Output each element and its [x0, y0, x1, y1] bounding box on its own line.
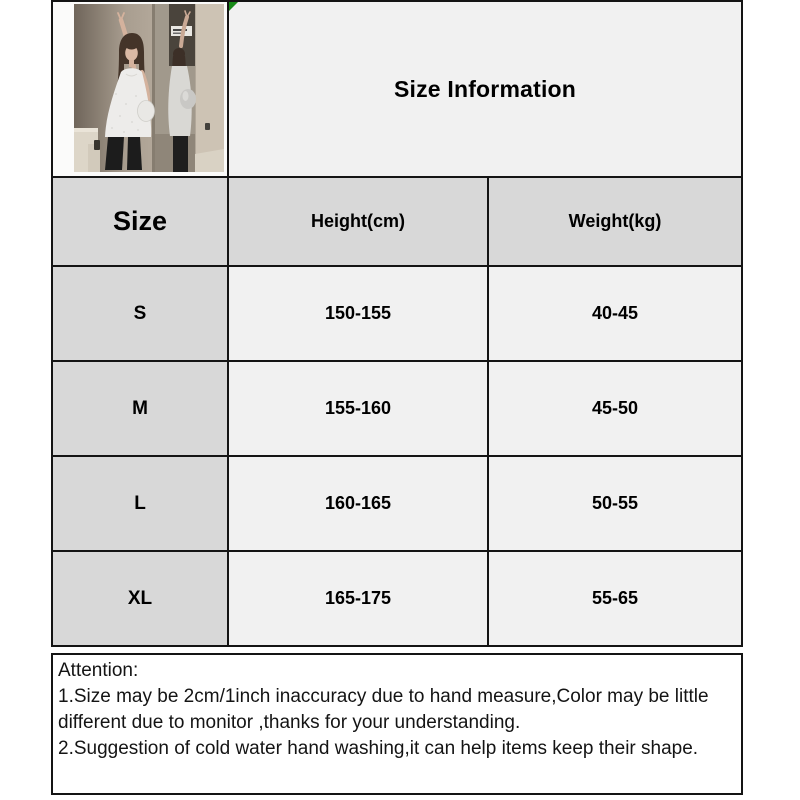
column-header-size: Size — [53, 178, 227, 265]
row-m-size-cell: M — [53, 362, 227, 455]
photo-wall-outlet — [94, 140, 100, 150]
row-xl-weight-cell: 55-65 — [489, 552, 741, 645]
product-photo — [74, 4, 224, 172]
row-s-weight-cell: 40-45 — [489, 267, 741, 360]
column-header-weight: Weight(kg) — [489, 178, 741, 265]
row-xl-size-cell: XL — [53, 552, 227, 645]
attention-line-2: different due to monitor ,thanks for your understanding. — [58, 712, 521, 733]
size-table — [51, 0, 743, 647]
row-m-weight-cell: 45-50 — [489, 362, 741, 455]
green-corner-flag-icon — [229, 2, 238, 11]
column-header-height: Height(cm) — [229, 178, 487, 265]
attention-line-1: 1.Size may be 2cm/1inch inaccuracy due to hand measure,Color may be little — [58, 686, 709, 707]
row-s-height-cell: 150-155 — [229, 267, 487, 360]
row-m-height-cell: 155-160 — [229, 362, 487, 455]
row-l-height-cell: 160-165 — [229, 457, 487, 550]
row-l-weight-cell: 50-55 — [489, 457, 741, 550]
photo-wall-outlet-2 — [205, 123, 210, 130]
attention-box — [51, 653, 743, 795]
attention-heading: Attention: — [58, 660, 139, 681]
photo-cell — [53, 2, 227, 176]
title-cell — [229, 2, 741, 176]
row-s-size-cell: S — [53, 267, 227, 360]
row-l-size-cell: L — [53, 457, 227, 550]
attention-line-3: 2.Suggestion of cold water hand washing,it can help items keep their shape. — [58, 738, 699, 759]
page-title: Size Information — [393, 75, 577, 102]
row-xl-height-cell: 165-175 — [229, 552, 487, 645]
